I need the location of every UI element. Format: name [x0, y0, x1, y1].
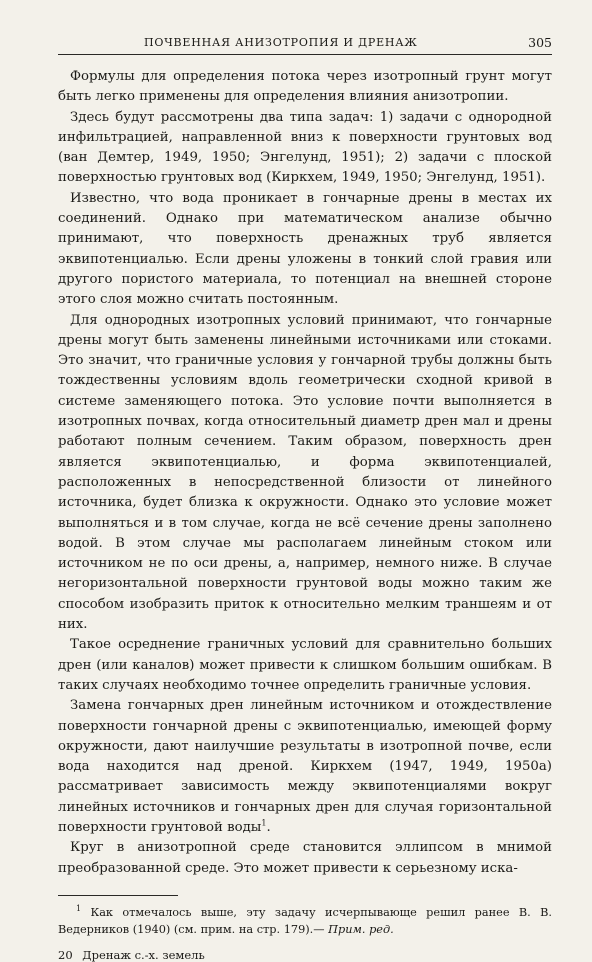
footnote-marker: 1 — [76, 904, 82, 914]
paragraph: Известно, что вода проникает в гончарные дрены в местах их соединений. Однако при математическом анализе обычно принимают, что поверхность дренажных труб является эквипотенциалью. Если дрены уложены в тонкий слой гравия или другого пористого материала, то потенциал на внешней стороне этого слоя можно считать постоянным. — [58, 190, 552, 308]
page-content — [58, 34, 552, 962]
paragraph: Здесь будут рассмотрены два типа задач: 1) задачи с однородной инфильтрацией, направленной вниз к поверхности грунтовых вод (ван Демтер, 1949, 1950; Энгелунд, 1951); 2) задачи с плоской поверхностью грунтовых вод (Киркхем, 1949, 1950; Энгелунд, 1951). — [58, 109, 552, 186]
main-text — [58, 67, 552, 879]
paragraph: Круг в анизотропной среде становится эллипсом в мнимой преобразованной среде. Это может привести к серьезному иска- — [58, 840, 552, 876]
editor-note: Прим. ред. — [328, 922, 394, 936]
page-number: 305 — [528, 35, 552, 50]
printer-signature — [58, 948, 552, 962]
footnote-reference: 1 — [261, 818, 267, 828]
running-header-title: ПОЧВЕННАЯ АНИЗОТРОПИЯ И ДРЕНАЖ — [144, 36, 418, 49]
signature-text: Дренаж с.-х. земель — [82, 947, 205, 962]
paragraph: Для однородных изотропных условий принимают, что гончарные дрены могут быть заменены линейными источниками или стоками. Это значит, что граничные условия у гончарной трубы должны быть тождественны условиям вдоль геометрически сходной кривой в системе заменяющего потока. Это условие почти выполняется в изотропных почвах, когда относительный диаметр дрен мал и дрены работают полным сечением. Таким образом, поверхность дрен является эквипотенциалью, и форма эквипотенциалей, расположенных в непосредственной близости от линейного источника, будет близка к окружности. Однако это условие может выполняться и в том случае, когда не всё сечение дрены заполнено водой. В этом случае мы располагаем линейным стоком или источником не по оси дрены, а, например, немного ниже. В случае негоризонтальной поверхности грунтовой воды можно таким же способом изобразить приток к относительно мелким траншеям и от них. — [58, 312, 552, 633]
paragraph: Формулы для определения потока через изотропный грунт могут быть легко применены для определения влияния анизотропии. — [58, 69, 552, 105]
paragraph: Такое осреднение граничных условий для сравнительно больших дрен (или каналов) может привести к слишком большим ошибкам. В таких случаях необходимо точнее определить граничные условия. — [58, 637, 552, 693]
paragraph: Замена гончарных дрен линейным источником и отождествление поверхности гончарной дрены с эквипотенциалью, имеющей форму окружности, дают наилучшие результаты в изотропной почве, если вода находится над дреной. Киркхем (1947, 1949, 1950а) рассматривает зависимость между эквипотенциалями вокруг линейных источников и гончарных дрен для случая горизонтальной поверхности грунтовой воды$^1$. — [58, 698, 552, 835]
footnote-divider — [58, 895, 178, 896]
footnote — [58, 904, 552, 938]
running-header — [58, 34, 552, 55]
signature-number: 20 — [58, 947, 73, 962]
footnote-text: Как отмечалось выше, эту задачу исчерпывающе решил ранее В. В. Ведерников (1940) (см. прим. на стр. 179).— — [58, 905, 553, 936]
paragraph-text: Замена гончарных дрен линейным источником и отождествление поверхности гончарной дрены с эквипотенциалью, имеющей форму окружности, дают наилучшие результаты в изотропной почве, если вода находится над дреной. Киркхем (1947, 1949, 1950а) рассматривает зависимость между эквипотенциалями вокруг линейных источников и гончарных дрен для случая горизонтальной поверхности грунтовой воды — [58, 698, 552, 835]
